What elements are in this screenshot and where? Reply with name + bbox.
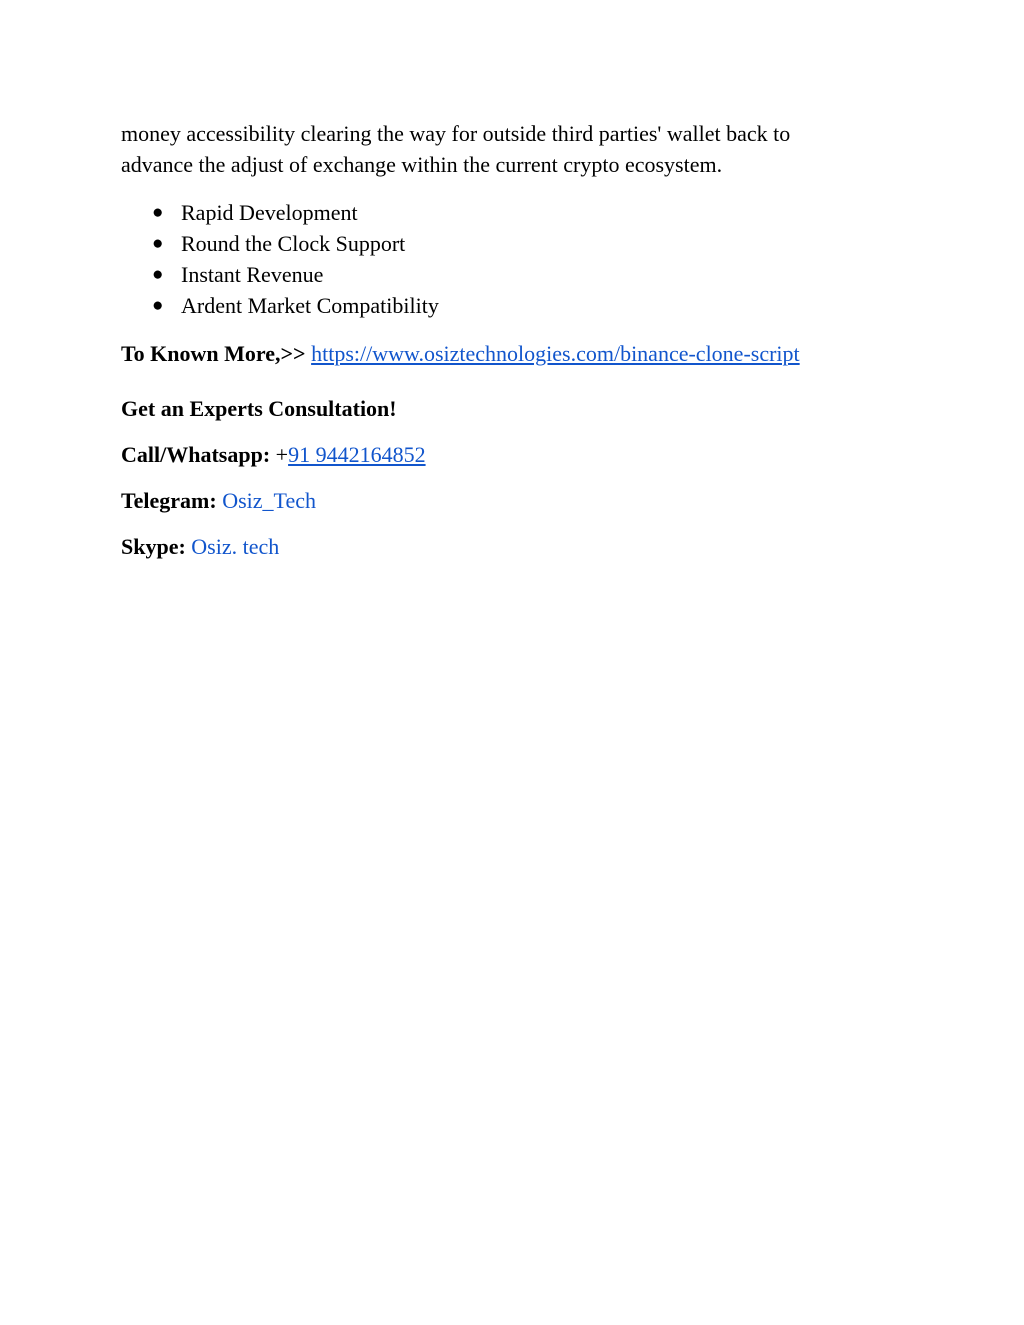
- bullet-icon: ●: [152, 264, 164, 285]
- call-prefix: +: [275, 442, 289, 467]
- intro-line-2: advance the adjust of exchange within the current crypto ecosystem.: [121, 152, 723, 177]
- consultation-heading: Get an Experts Consultation!: [121, 396, 397, 421]
- intro-paragraph: [121, 118, 901, 180]
- list-item: [121, 228, 901, 259]
- intro-line-1: money accessibility clearing the way for outside third parties' wallet back to: [121, 121, 791, 146]
- telegram-label: Telegram:: [121, 488, 217, 513]
- bullet-icon: ●: [152, 295, 164, 316]
- skype-handle: Osiz. tech: [191, 534, 280, 559]
- bullet-icon: ●: [152, 233, 164, 254]
- list-item: [121, 197, 901, 228]
- list-item-label: Instant Revenue: [181, 262, 324, 287]
- call-label: Call/Whatsapp:: [121, 442, 271, 467]
- list-item-label: Ardent Market Compatibility: [181, 293, 439, 318]
- bullet-icon: ●: [152, 202, 164, 223]
- list-item: [121, 290, 901, 321]
- document-page: [121, 118, 901, 562]
- telegram-line: [121, 485, 901, 516]
- more-info-label: To Known More,>>: [121, 341, 306, 366]
- website-link[interactable]: https://www.osiztechnologies.com/binance-clone-script: [311, 341, 800, 366]
- list-item-label: Rapid Development: [181, 200, 358, 225]
- skype-label: Skype:: [121, 534, 186, 559]
- skype-line: [121, 531, 901, 562]
- feature-list: [121, 197, 901, 321]
- call-line: [121, 439, 901, 470]
- list-item-label: Round the Clock Support: [181, 231, 406, 256]
- more-info-line: [121, 338, 901, 369]
- telegram-handle: Osiz_Tech: [222, 488, 316, 513]
- list-item: [121, 259, 901, 290]
- phone-link[interactable]: 91 9442164852: [288, 442, 426, 467]
